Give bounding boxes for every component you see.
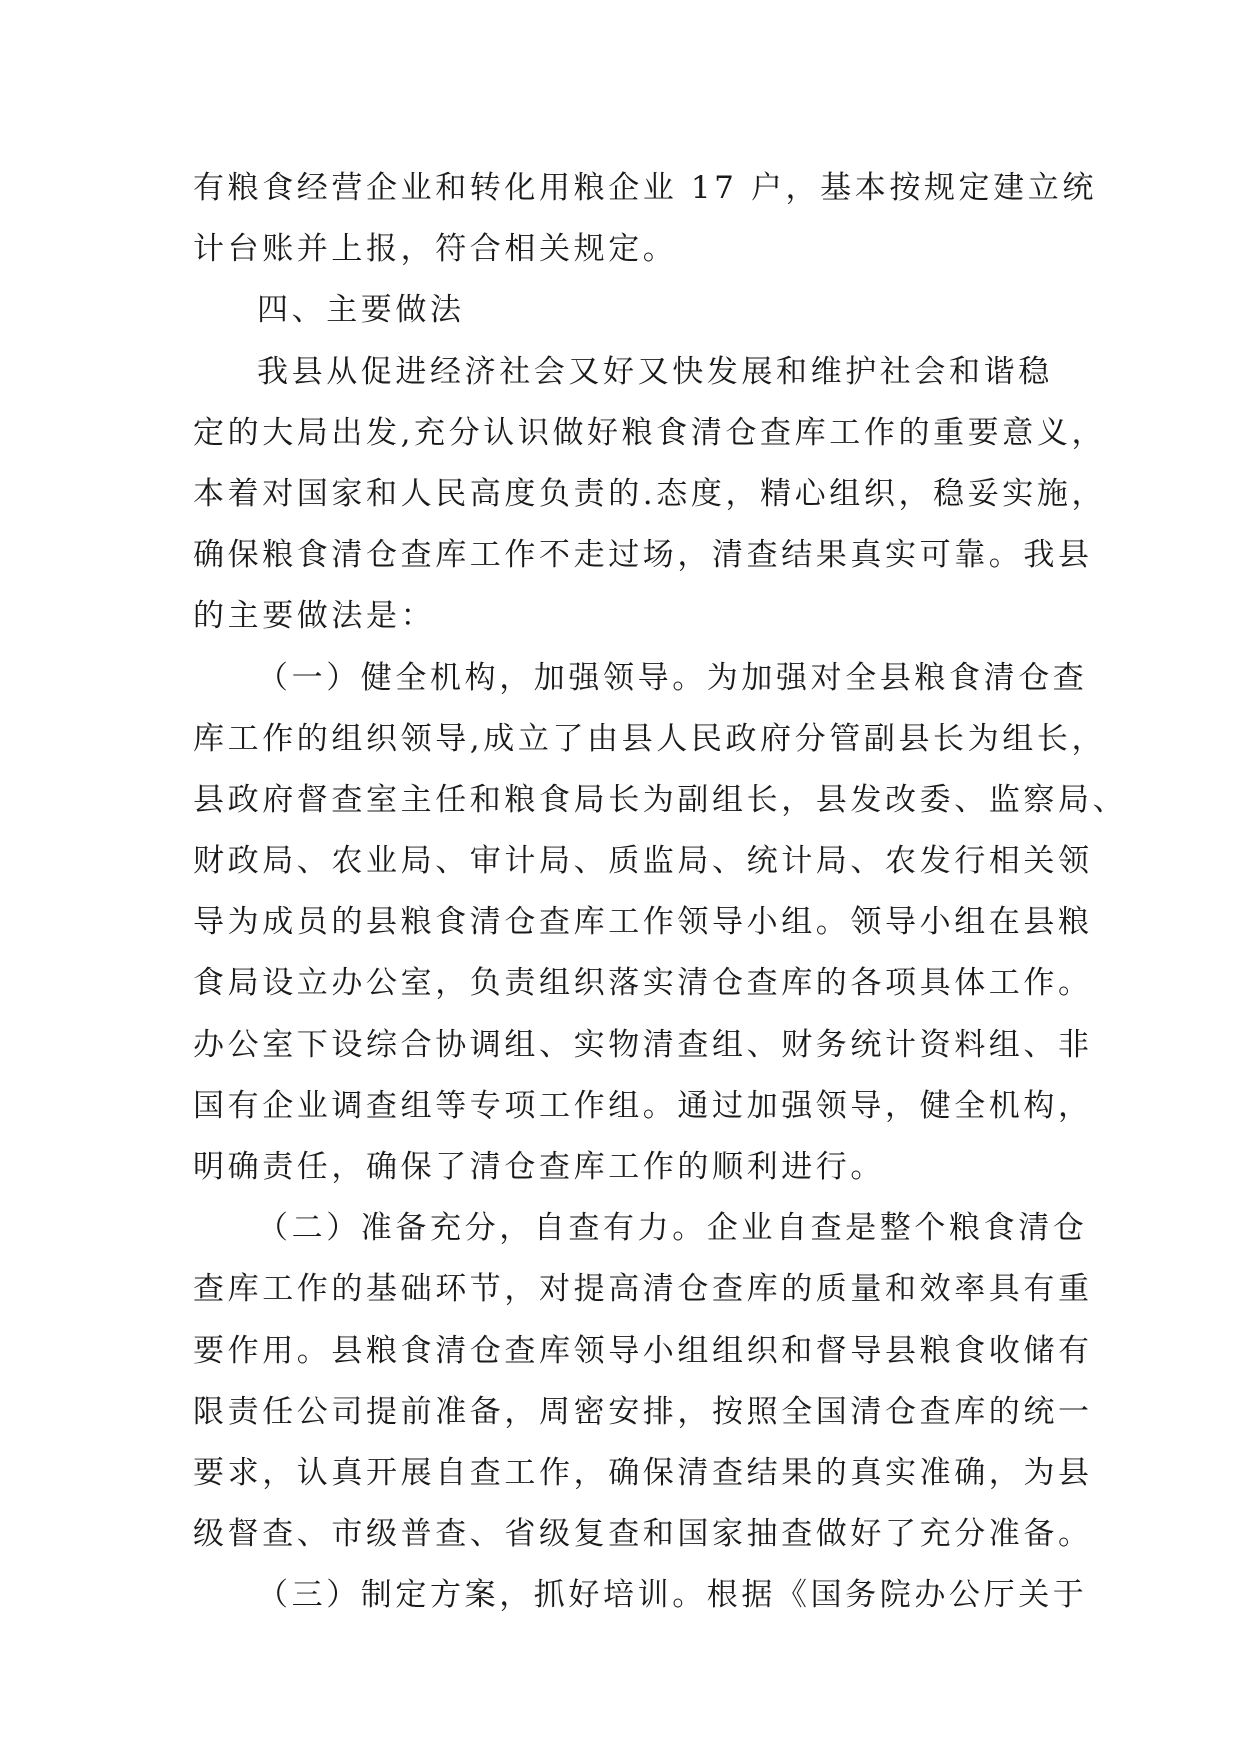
section-heading: 四、主要做法 (257, 292, 465, 329)
text-line: 查库工作的基础环节，对提高清仓查库的质量和效率具有重 (193, 1271, 1093, 1308)
text-line: 食局设立办公室，负责组织落实清仓查库的各项具体工作。 (193, 965, 1093, 1002)
text-line: 定的大局出发,充分认识做好粮食清仓查库工作的重要意义， (193, 414, 1107, 451)
text-line: （二）准备充分，自查有力。企业自查是整个粮食清仓 (257, 1210, 1088, 1247)
text-line: 财政局、农业局、审计局、质监局、统计局、农发行相关领 (193, 843, 1093, 880)
text-line: 库工作的组织领导,成立了由县人民政府分管副县长为组长， (193, 720, 1107, 757)
text-line: 县政府督查室主任和粮食局长为副组长，县发改委、监察局、 (193, 781, 1128, 818)
text-line: 明确责任，确保了清仓查库工作的顺利进行。 (193, 1149, 885, 1185)
text-line: （一）健全机构，加强领导。为加强对全县粮食清仓查 (257, 659, 1088, 696)
text-line: 本着对国家和人民高度负责的.态度，精心组织，稳妥实施， (193, 475, 1107, 512)
text-line: 办公室下设综合协调组、实物清查组、财务统计资料组、非 (193, 1026, 1093, 1063)
text-line: 的主要做法是： (193, 598, 436, 635)
text-line: 导为成员的县粮食清仓查库工作领导小组。领导小组在县粮 (193, 904, 1093, 941)
text-line: 有粮食经营企业和转化用粮企业 17 户，基本按规定建立统 (193, 170, 1097, 206)
text-line: 我县从促进经济社会又好又快发展和维护社会和谐稳 (257, 353, 1053, 390)
text-line: 国有企业调查组等专项工作组。通过加强领导，健全机构， (193, 1087, 1093, 1124)
text-line: 计台账并上报，符合相关规定。 (193, 231, 678, 268)
text-line: （三）制定方案，抓好培训。根据《国务院办公厅关于 (257, 1577, 1088, 1614)
text-line: 要求，认真开展自查工作，确保清查结果的真实准确，为县 (193, 1454, 1093, 1491)
text-line: 要作用。县粮食清仓查库领导小组组织和督导县粮食收储有 (193, 1332, 1093, 1369)
document-body (193, 158, 1128, 1627)
text-line: 确保粮食清仓查库工作不走过场，清查结果真实可靠。我县 (193, 537, 1093, 574)
text-line: 限责任公司提前准备，周密安排，按照全国清仓查库的统一 (193, 1393, 1093, 1430)
text-line: 级督查、市级普查、省级复查和国家抽查做好了充分准备。 (193, 1516, 1093, 1553)
